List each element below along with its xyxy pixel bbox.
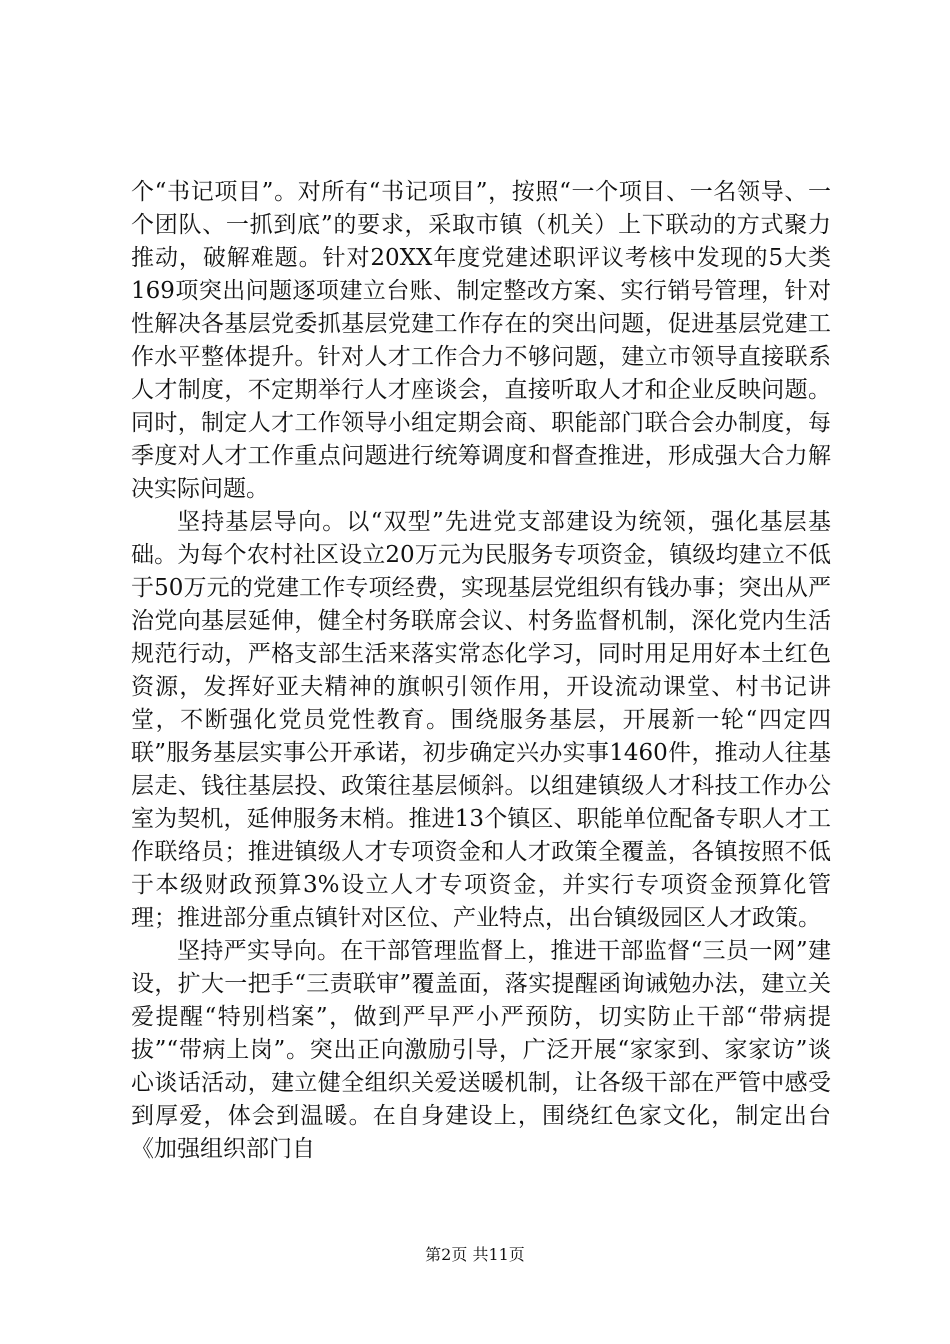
body-text [131, 176, 831, 1166]
paragraph-3: 坚持严实导向。在干部管理监督上，推进干部监督“三员一网”建设，扩大一把手“三责联审”覆盖面，落实提醒函询诫勉办法，建立关爱提醒“特别档案”，做到严早严小严预防，切实防止干部“带病提拔”“带病上岗”。突出正向激励引导，广泛开展“家家到、家家访”谈心谈话活动，建立健全组织关爱送暖机制，让各级干部在严管中感受到厚爱，体会到温暖。在自身建设上，围绕红色家文化，制定出台《加强组织部门自 [131, 938, 831, 1162]
paragraph-1: 个“书记项目”。对所有“书记项目”，按照“一个项目、一名领导、一个团队、一抓到底”的要求，采取市镇（机关）上下联动的方式聚力推动，破解难题。针对20XX年度党建述职评议考核中发现的5大类169项突出问题逐项建立台账、制定整改方案、实行销号管理，针对性解决各基层党委抓基层党建工作存在的突出问题，促进基层党建工作水平整体提升。针对人才工作合力不够问题，建立市领导直接联系人才制度，不定期举行人才座谈会，直接听取人才和企业反映问题。同时，制定人才工作领导小组定期会商、职能部门联合会办制度，每季度对人才工作重点问题进行统筹调度和督查推进，形成强大合力解决实际问题。 [131, 179, 831, 502]
paragraph-2: 坚持基层导向。以“双型”先进党支部建设为统领，强化基层基础。为每个农村社区设立20万元为民服务专项资金，镇级均建立不低于50万元的党建工作专项经费，实现基层党组织有钱办事；突出从严治党向基层延伸，健全村务联席会议、村务监督机制，深化党内生活规范行动，严格支部生活来落实常态化学习，同时用足用好本土红色资源，发挥好亚夫精神的旗帜引领作用，开设流动课堂、村书记讲堂，不断强化党员党性教育。围绕服务基层，开展新一轮“四定四联”服务基层实事公开承诺，初步确定兴办实事1460件，推动人往基层走、钱往基层投、政策往基层倾斜。以组建镇级人才科技工作办公室为契机，延伸服务末梢。推进13个镇区、职能单位配备专职人才工作联络员；推进镇级人才专项资金和人才政策全覆盖，各镇按照不低于本级财政预算3%设立人才专项资金，并实行专项资金预算化管理；推进部分重点镇针对区位、产业特点，出台镇级园区人才政策。 [131, 509, 831, 931]
page-footer: 第2页 共11页 [425, 1245, 525, 1264]
